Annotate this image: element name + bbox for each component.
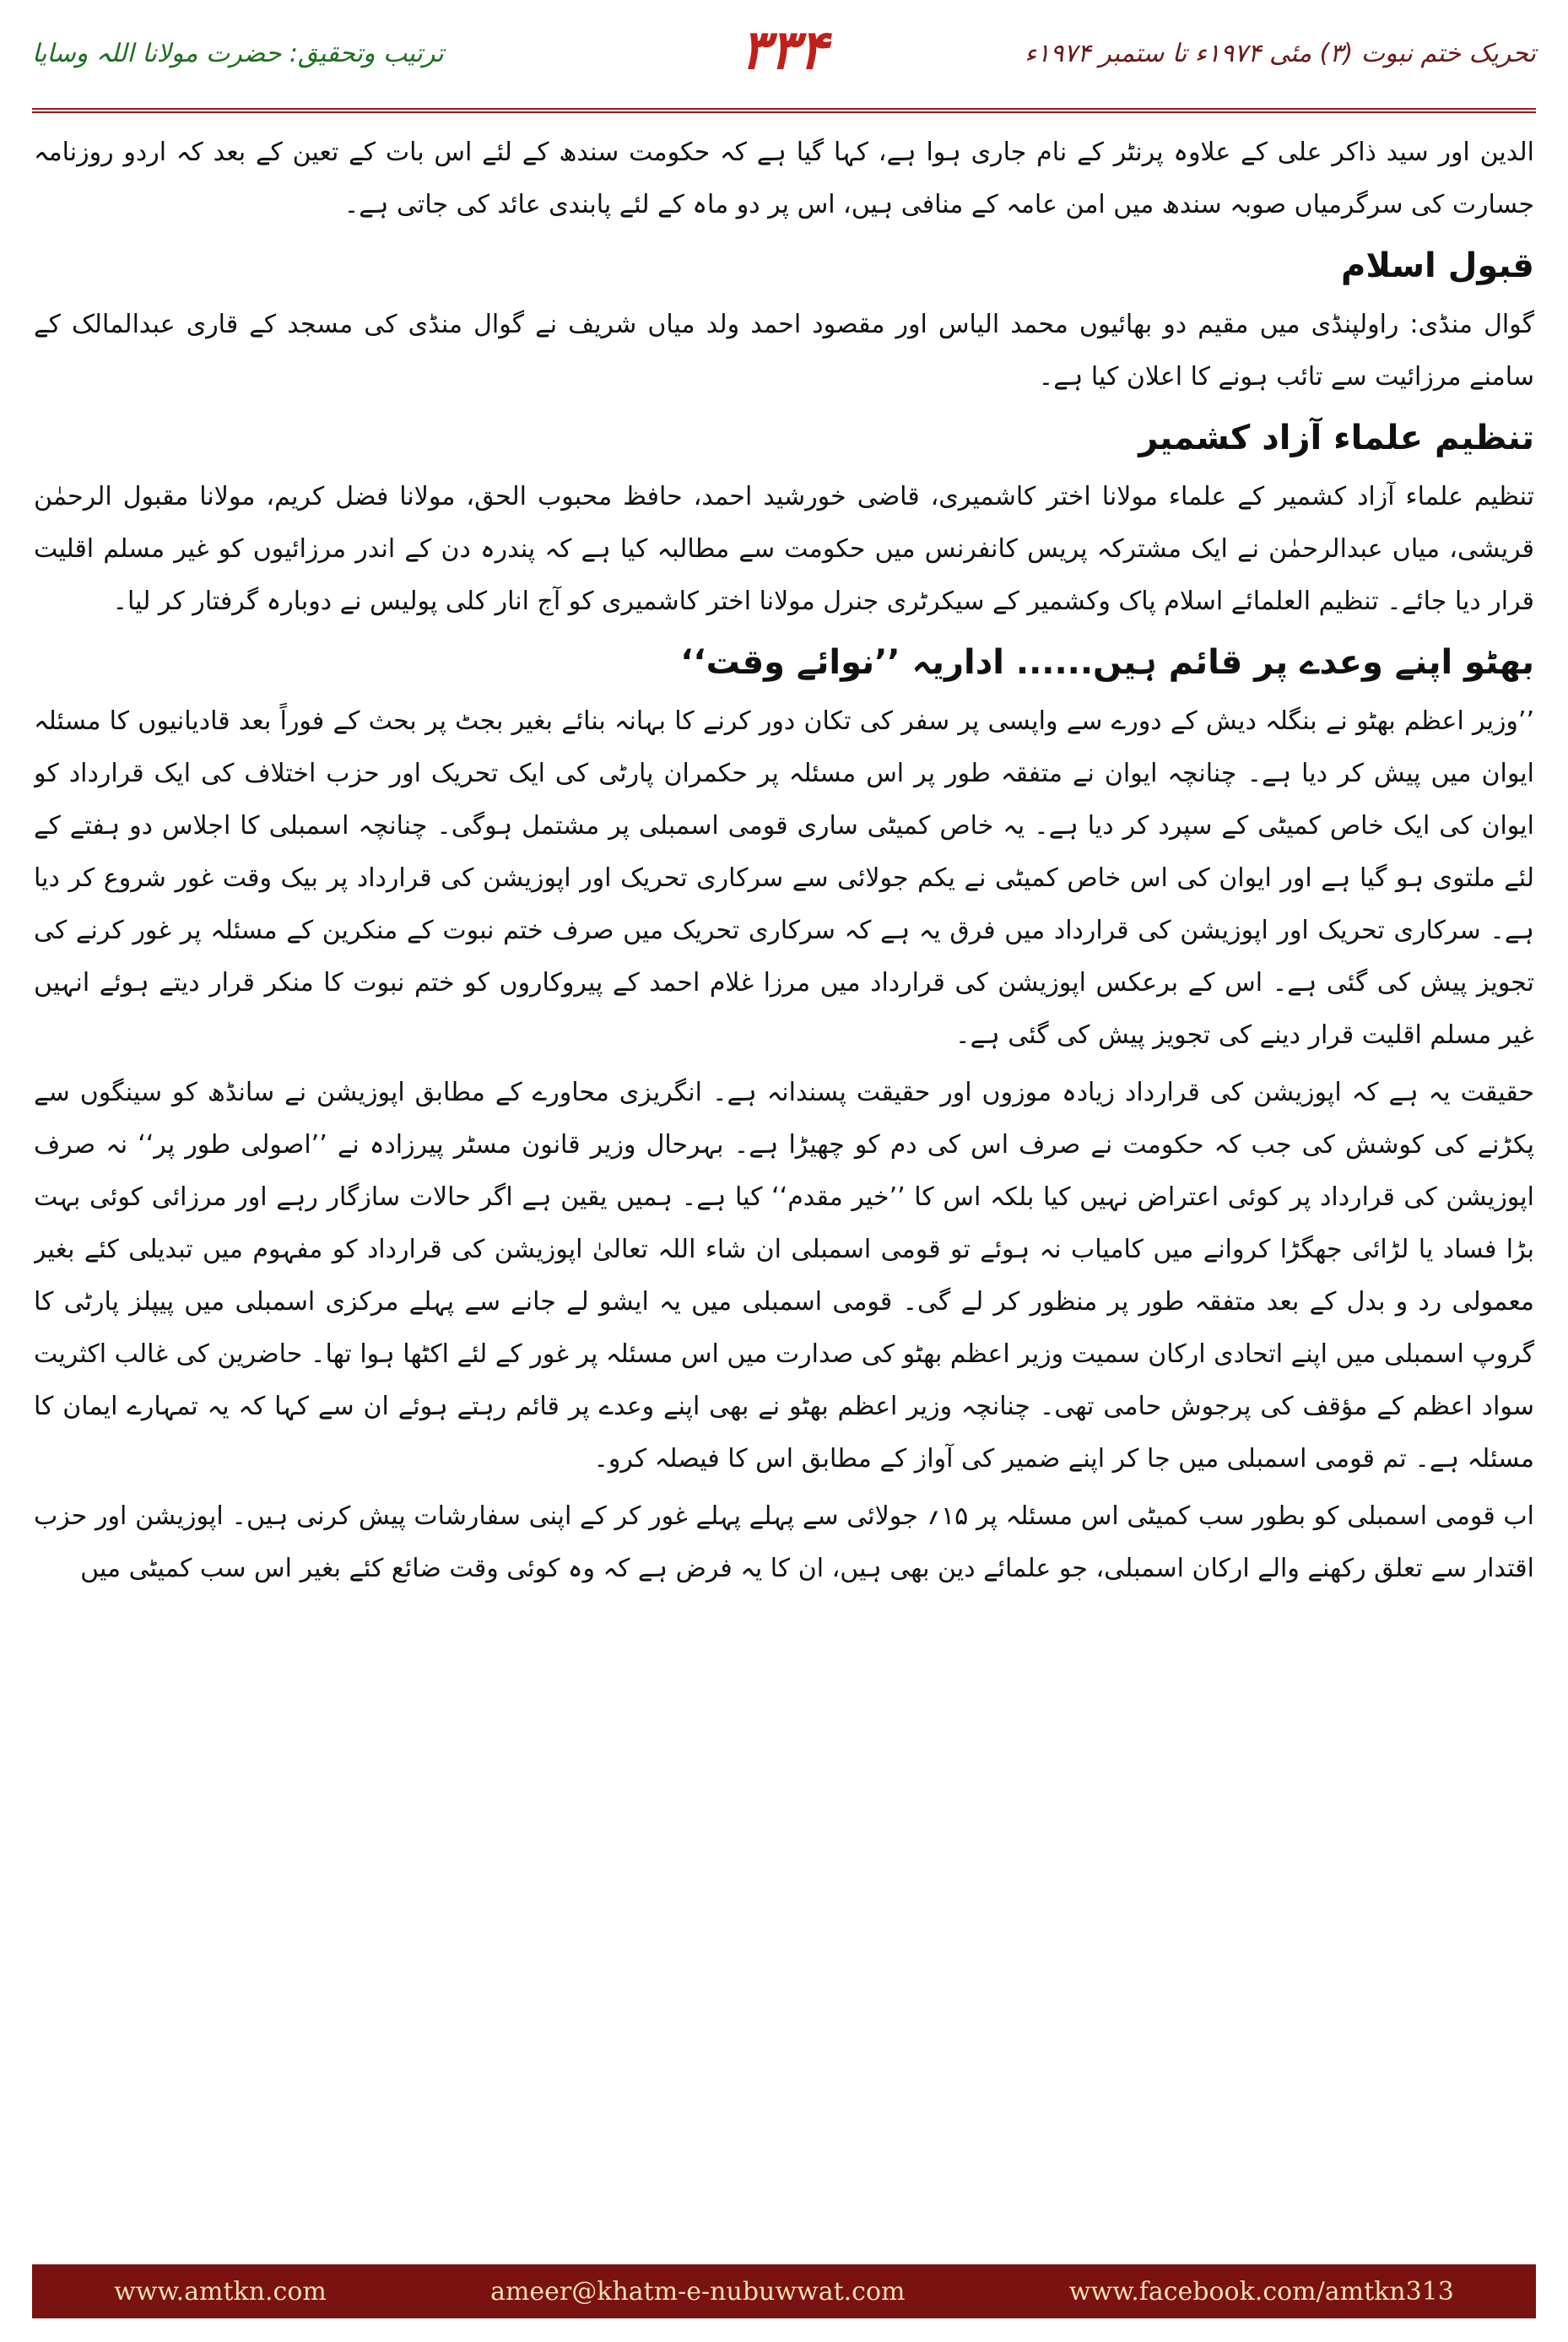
page-header <box>32 15 1536 116</box>
page-footer <box>32 2264 1536 2318</box>
page-number: ۳۳۴ <box>740 19 828 82</box>
paragraph: الدین اور سید ذاکر علی کے علاوہ پرنٹر کے نام جاری ہوا ہے، کہا گیا ہے کہ حکومت سندھ کے لئے اس بات کے تعین کے بعد کہ اردو روزنامہ جسارت کی سرگرمیاں صوبہ سندھ میں امن عامہ کے منافی ہیں، اس پر دو ماہ کے لئے پابندی عائد کی جاتی ہے۔ <box>34 138 1534 219</box>
website-link[interactable]: www.amtkn.com <box>114 2276 327 2307</box>
article-body <box>34 127 1534 2258</box>
header-divider <box>32 108 1536 113</box>
paragraph: تنظیم علماء آزاد کشمیر کے علماء مولانا اختر کاشمیری، قاضی خورشید احمد، حافظ محبوب الحق، مولانا فضل کریم، مولانا مقبول الرحمٰن قریشی، میاں عبدالرحمٰن نے ایک مشترکہ پریس کانفرنس میں حکومت سے مطالبہ کیا ہے کہ پندرہ دن کے اندر مرزائیوں کو غیر مسلم اقلیت قرار دیا جائے۔ تنظیم العلمائے اسلام پاک وکشمیر کے سیکرٹری جنرل مولانا اختر کاشمیری کو آج انار کلی پولیس نے دوبارہ گرفتار کر لیا۔ <box>34 482 1534 616</box>
section-heading: بھٹو اپنے وعدے پر قائم ہیں...... اداریہ ’’نوائے وقت‘‘ <box>680 643 1534 682</box>
facebook-link[interactable]: www.facebook.com/amtkn313 <box>1068 2276 1454 2307</box>
paragraph: حقیقت یہ ہے کہ اپوزیشن کی قرارداد زیادہ موزوں اور حقیقت پسندانہ ہے۔ انگریزی محاورے کے مطابق اپوزیشن نے سانڈھ کو سینگوں سے پکڑنے کی کوشش کی جب کہ حکومت نے صرف اس کی دم کو چھیڑا ہے۔ بہرحال وزیر قانون مسٹر پیرزادہ نے ’’اصولی طور پر‘‘ نہ صرف اپوزیشن کی قرارداد پر کوئی اعتراض نہیں کیا بلکہ اس کا ’’خیر مقدم‘‘ کیا ہے۔ ہمیں یقین ہے اگر حالات سازگار رہے اور مرزائی کوئی بہت بڑا فساد یا لڑائی جھگڑا کروانے میں کامیاب نہ ہوئے تو قومی اسمبلی ان شاء اللہ تعالیٰ اپوزیشن کی قرارداد کو مفہوم میں تبدیلی کئے بغیر معمولی رد و بدل کے بعد متفقہ طور پر منظور کر لے گی۔ قومی اسمبلی میں یہ ایشو لے جانے سے پہلے مرکزی اسمبلی میں پیپلز پارٹی کا گروپ اسمبلی میں اپنے اتحادی ارکان سمیت وزیر اعظم بھٹو کی صدارت میں اس مسئلہ پر غور کے لئے اکٹھا ہوا تھا۔ حاضرین کی غالب اکثریت سواد اعظم کے مؤقف کی پرجوش حامی تھی۔ چنانچہ وزیر اعظم بھٹو نے بھی اپنے وعدے پر قائم رہتے ہوئے ان سے کہا کہ یہ تمہارے ایمان کا مسئلہ ہے۔ تم قومی اسمبلی میں جا کر اپنے ضمیر کی آواز کے مطابق اس کا فیصلہ کرو۔ <box>34 1078 1534 1474</box>
paragraph: گوال منڈی: راولپنڈی میں مقیم دو بھائیوں محمد الیاس اور مقصود احمد ولد میاں شریف نے گوال منڈی کی مسجد کے قاری عبدالمالک کے سامنے مرزائیت سے تائب ہونے کا اعلان کیا ہے۔ <box>34 310 1534 392</box>
book-title: تحریک ختم نبوت (۳) مئی ۱۹۷۴ء تا ستمبر ۱۹۷۴ء <box>1025 39 1536 68</box>
email-link[interactable]: ameer@khatm-e-nubuwwat.com <box>490 2276 906 2307</box>
paragraph: اب قومی اسمبلی کو بطور سب کمیٹی اس مسئلہ پر ۱۵؍ جولائی سے پہلے پہلے غور کر کے اپنی سفارشات پیش کرنی ہیں۔ اپوزیشن اور حزب اقتدار سے تعلق رکھنے والے ارکان اسمبلی، جو علمائے دین بھی ہیں، ان کا یہ فرض ہے کہ وہ کوئی وقت ضائع کئے بغیر اس سب کمیٹی میں <box>34 1501 1534 1583</box>
section-heading: تنظیم علماء آزاد کشمیر <box>1138 419 1534 457</box>
paragraph: ’’وزیر اعظم بھٹو نے بنگلہ دیش کے دورے سے واپسی پر سفر کی تکان دور کرنے کا بہانہ بنائے بغیر بجٹ پر بحث کے فوراً بعد قادیانیوں کا مسئلہ ایوان میں پیش کر دیا ہے۔ چنانچہ ایوان نے متفقہ طور پر اس مسئلہ پر حکمران پارٹی کی ایک تحریک اور حزب اختلاف کی ایک قرارداد کو ایوان کی ایک خاص کمیٹی کے سپرد کر دیا ہے۔ یہ خاص کمیٹی ساری قومی اسمبلی پر مشتمل ہوگی۔ چنانچہ اسمبلی کا اجلاس دو ہفتے کے لئے ملتوی ہو گیا ہے اور ایوان کی اس خاص کمیٹی نے یکم جولائی سے سرکاری تحریک اور اپوزیشن کی قرارداد پر بیک وقت غور شروع کر دیا ہے۔ سرکاری تحریک اور اپوزیشن کی قرارداد میں فرق یہ ہے کہ سرکاری تحریک میں صرف ختم نبوت کے منکرین کے مسئلہ پر غور کرنے کی تجویز پیش کی گئی ہے۔ اس کے برعکس اپوزیشن کی قرارداد میں مرزا غلام احمد کے پیروکاروں کو ختم نبوت کا منکر قرار دیتے ہوئے انہیں غیر مسلم اقلیت قرار دینے کی تجویز پیش کی گئی ہے۔ <box>34 706 1534 1050</box>
section-heading: قبول اسلام <box>1341 246 1534 285</box>
compiler-credit: ترتیب وتحقیق: حضرت مولانا اللہ وسایا <box>32 39 444 68</box>
